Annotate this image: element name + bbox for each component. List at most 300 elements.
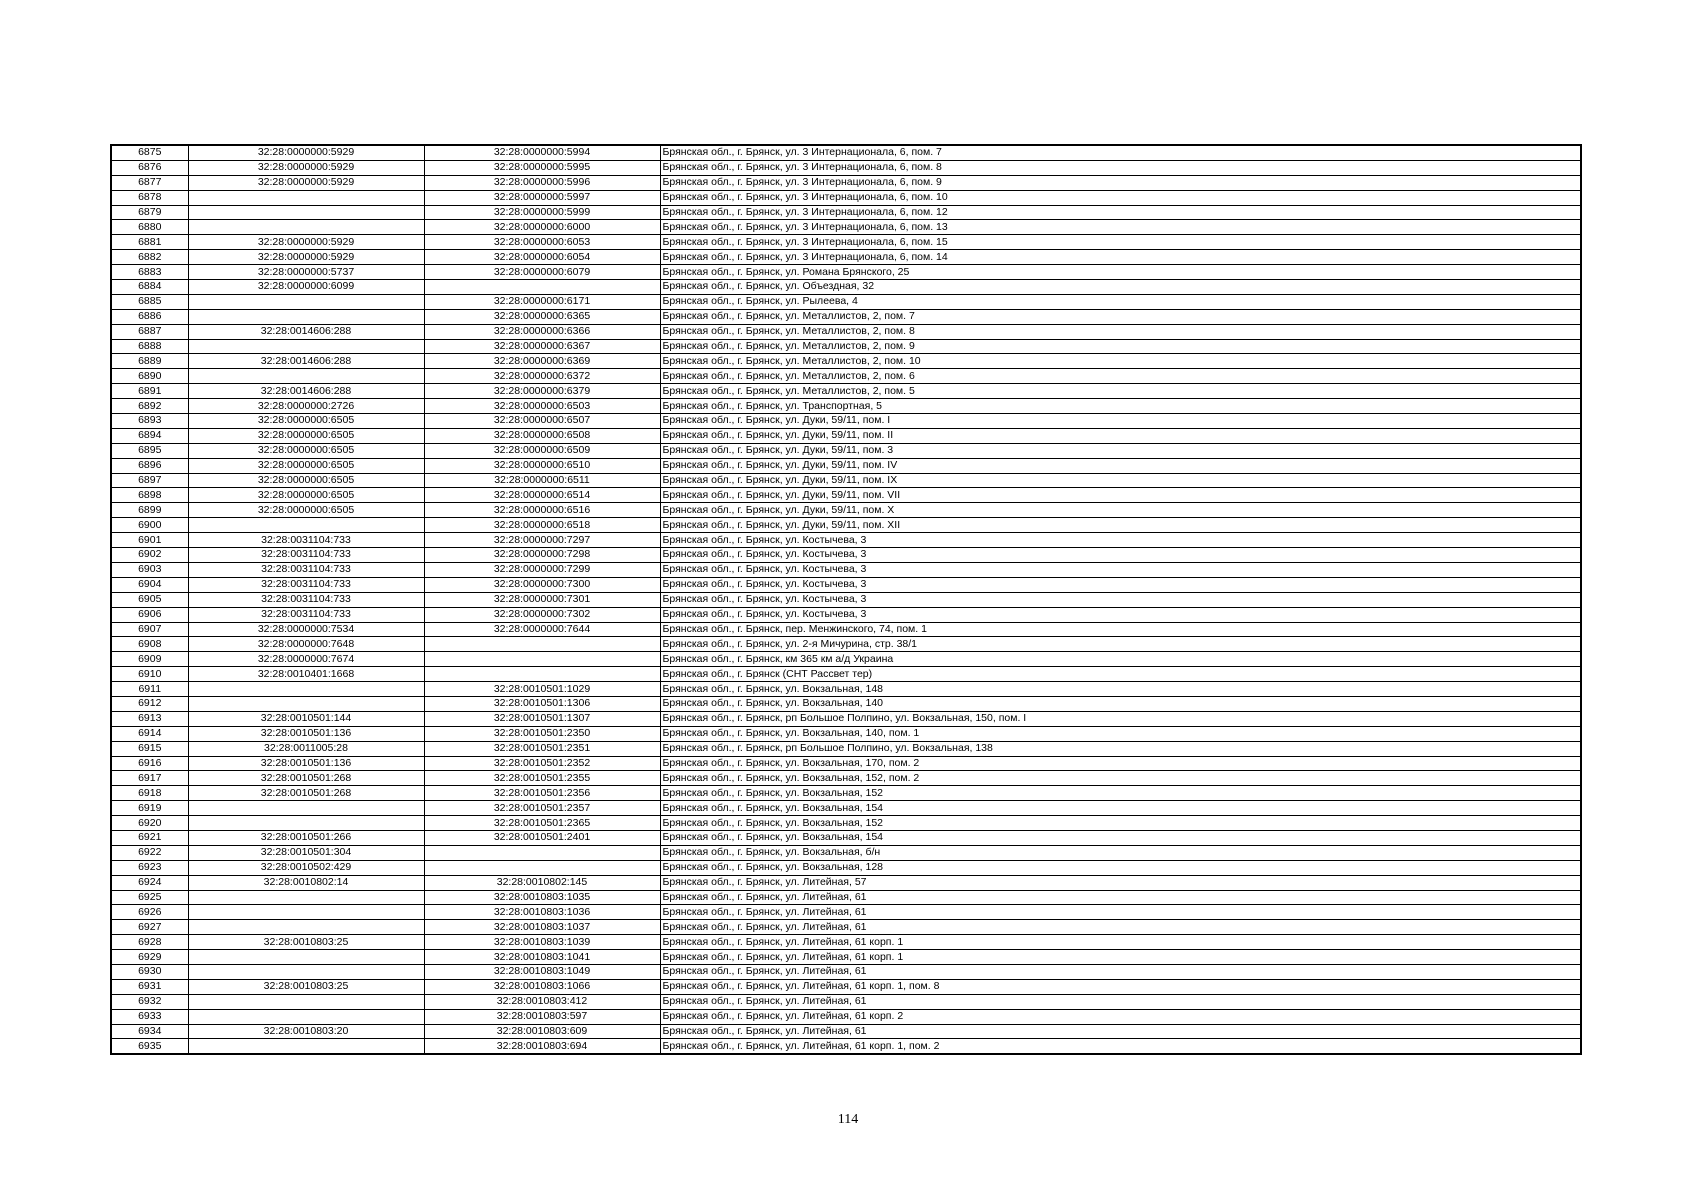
object-cadastral-number-cell: 32:28:0000000:7298 <box>424 548 660 563</box>
parcel-cadastral-number-cell: 32:28:0010501:268 <box>188 786 424 801</box>
row-number-cell: 6884 <box>111 280 188 295</box>
object-cadastral-number-cell: 32:28:0000000:7301 <box>424 592 660 607</box>
row-number-cell: 6882 <box>111 250 188 265</box>
object-cadastral-number-cell: 32:28:0000000:7302 <box>424 607 660 622</box>
address-cell: Брянская обл., г. Брянск, ул. Вокзальная, 152 <box>660 816 1581 831</box>
address-cell: Брянская обл., г. Брянск, ул. Вокзальная, 170, пом. 2 <box>660 756 1581 771</box>
object-cadastral-number-cell: 32:28:0010501:2365 <box>424 816 660 831</box>
object-cadastral-number-cell: 32:28:0000000:6511 <box>424 473 660 488</box>
row-number-cell: 6894 <box>111 428 188 443</box>
row-number-cell: 6910 <box>111 667 188 682</box>
table-row <box>111 309 1581 324</box>
table-row <box>111 428 1581 443</box>
address-cell: Брянская обл., г. Брянск, ул. 3 Интернационала, 6, пом. 10 <box>660 190 1581 205</box>
object-cadastral-number-cell: 32:28:0010501:1306 <box>424 696 660 711</box>
table-row <box>111 399 1581 414</box>
parcel-cadastral-number-cell <box>188 682 424 697</box>
row-number-cell: 6931 <box>111 979 188 994</box>
address-cell: Брянская обл., г. Брянск, ул. Вокзальная, 152 <box>660 786 1581 801</box>
table-row <box>111 160 1581 175</box>
table-row <box>111 414 1581 429</box>
row-number-cell: 6918 <box>111 786 188 801</box>
row-number-cell: 6913 <box>111 711 188 726</box>
address-cell: Брянская обл., г. Брянск, ул. Литейная, 61 <box>660 890 1581 905</box>
row-number-cell: 6899 <box>111 503 188 518</box>
table-row <box>111 741 1581 756</box>
parcel-cadastral-number-cell: 32:28:0000000:6505 <box>188 488 424 503</box>
row-number-cell: 6929 <box>111 950 188 965</box>
parcel-cadastral-number-cell <box>188 890 424 905</box>
row-number-cell: 6914 <box>111 726 188 741</box>
parcel-cadastral-number-cell: 32:28:0014606:288 <box>188 384 424 399</box>
parcel-cadastral-number-cell <box>188 905 424 920</box>
parcel-cadastral-number-cell: 32:28:0031104:733 <box>188 562 424 577</box>
row-number-cell: 6885 <box>111 294 188 309</box>
address-cell: Брянская обл., г. Брянск, ул. Костычева, 3 <box>660 592 1581 607</box>
object-cadastral-number-cell: 32:28:0000000:5995 <box>424 160 660 175</box>
object-cadastral-number-cell: 32:28:0010803:1035 <box>424 890 660 905</box>
row-number-cell: 6898 <box>111 488 188 503</box>
address-cell: Брянская обл., г. Брянск (СНТ Рассвет тер) <box>660 667 1581 682</box>
page-number: 114 <box>837 1112 859 1127</box>
object-cadastral-number-cell: 32:28:0000000:5999 <box>424 205 660 220</box>
table-row <box>111 592 1581 607</box>
address-cell: Брянская обл., г. Брянск, ул. Металлистов, 2, пом. 8 <box>660 324 1581 339</box>
row-number-cell: 6935 <box>111 1039 188 1054</box>
row-number-cell: 6921 <box>111 830 188 845</box>
address-cell: Брянская обл., г. Брянск, пер. Менжинского, 74, пом. 1 <box>660 622 1581 637</box>
row-number-cell: 6927 <box>111 920 188 935</box>
address-cell: Брянская обл., г. Брянск, ул. 3 Интернационала, 6, пом. 9 <box>660 175 1581 190</box>
table-row <box>111 756 1581 771</box>
row-number-cell: 6901 <box>111 533 188 548</box>
parcel-cadastral-number-cell: 32:28:0000000:6505 <box>188 428 424 443</box>
object-cadastral-number-cell: 32:28:0010803:1037 <box>424 920 660 935</box>
address-cell: Брянская обл., г. Брянск, ул. Вокзальная, 148 <box>660 682 1581 697</box>
table-row <box>111 577 1581 592</box>
row-number-cell: 6889 <box>111 354 188 369</box>
parcel-cadastral-number-cell <box>188 1009 424 1024</box>
table-row <box>111 994 1581 1009</box>
address-cell: Брянская обл., г. Брянск, ул. Литейная, 61 корп. 1, пом. 2 <box>660 1039 1581 1054</box>
row-number-cell: 6926 <box>111 905 188 920</box>
table-row <box>111 562 1581 577</box>
object-cadastral-number-cell: 32:28:0010803:1049 <box>424 964 660 979</box>
address-cell: Брянская обл., г. Брянск, ул. 3 Интернационала, 6, пом. 15 <box>660 235 1581 250</box>
parcel-cadastral-number-cell: 32:28:0000000:7674 <box>188 652 424 667</box>
address-cell: Брянская обл., г. Брянск, ул. Металлистов, 2, пом. 9 <box>660 339 1581 354</box>
address-cell: Брянская обл., г. Брянск, ул. Дуки, 59/11, пом. 3 <box>660 443 1581 458</box>
row-number-cell: 6903 <box>111 562 188 577</box>
address-cell: Брянская обл., г. Брянск, ул. Металлистов, 2, пом. 5 <box>660 384 1581 399</box>
address-cell: Брянская обл., г. Брянск, ул. Литейная, 57 <box>660 875 1581 890</box>
table-row <box>111 250 1581 265</box>
parcel-cadastral-number-cell: 32:28:0010802:14 <box>188 875 424 890</box>
parcel-cadastral-number-cell: 32:28:0000000:6505 <box>188 473 424 488</box>
row-number-cell: 6878 <box>111 190 188 205</box>
address-cell: Брянская обл., г. Брянск, ул. Дуки, 59/11, пом. I <box>660 414 1581 429</box>
address-cell: Брянская обл., г. Брянск, ул. Дуки, 59/11, пом. X <box>660 503 1581 518</box>
row-number-cell: 6886 <box>111 309 188 324</box>
address-cell: Брянская обл., г. Брянск, ул. Костычева, 3 <box>660 562 1581 577</box>
parcel-cadastral-number-cell <box>188 518 424 533</box>
parcel-cadastral-number-cell <box>188 220 424 235</box>
table-row <box>111 518 1581 533</box>
object-cadastral-number-cell: 32:28:0010802:145 <box>424 875 660 890</box>
address-cell: Брянская обл., г. Брянск, ул. Металлистов, 2, пом. 6 <box>660 369 1581 384</box>
parcel-cadastral-number-cell: 32:28:0000000:5929 <box>188 145 424 160</box>
parcel-cadastral-number-cell <box>188 309 424 324</box>
table-row <box>111 637 1581 652</box>
address-cell: Брянская обл., г. Брянск, ул. Литейная, 61 корп. 2 <box>660 1009 1581 1024</box>
object-cadastral-number-cell: 32:28:0000000:5994 <box>424 145 660 160</box>
row-number-cell: 6902 <box>111 548 188 563</box>
address-cell: Брянская обл., г. Брянск, км 365 км а/д Украина <box>660 652 1581 667</box>
object-cadastral-number-cell: 32:28:0010803:1036 <box>424 905 660 920</box>
object-cadastral-number-cell: 32:28:0000000:6054 <box>424 250 660 265</box>
object-cadastral-number-cell: 32:28:0000000:6053 <box>424 235 660 250</box>
parcel-cadastral-number-cell: 32:28:0000000:6505 <box>188 458 424 473</box>
object-cadastral-number-cell: 32:28:0010501:2357 <box>424 801 660 816</box>
address-cell: Брянская обл., г. Брянск, ул. 3 Интернационала, 6, пом. 13 <box>660 220 1581 235</box>
parcel-cadastral-number-cell: 32:28:0010803:25 <box>188 935 424 950</box>
row-number-cell: 6917 <box>111 771 188 786</box>
address-cell: Брянская обл., г. Брянск, ул. Дуки, 59/11, пом. IX <box>660 473 1581 488</box>
parcel-cadastral-number-cell: 32:28:0014606:288 <box>188 324 424 339</box>
table-row <box>111 964 1581 979</box>
parcel-cadastral-number-cell: 32:28:0010501:266 <box>188 830 424 845</box>
registry-table-body <box>111 145 1581 1054</box>
address-cell: Брянская обл., г. Брянск, ул. Литейная, 61 <box>660 1024 1581 1039</box>
object-cadastral-number-cell: 32:28:0000000:7299 <box>424 562 660 577</box>
address-cell: Брянская обл., г. Брянск, ул. Дуки, 59/11, пом. II <box>660 428 1581 443</box>
object-cadastral-number-cell: 32:28:0000000:6369 <box>424 354 660 369</box>
object-cadastral-number-cell: 32:28:0010803:1039 <box>424 935 660 950</box>
parcel-cadastral-number-cell: 32:28:0010803:25 <box>188 979 424 994</box>
address-cell: Брянская обл., г. Брянск, ул. 3 Интернационала, 6, пом. 8 <box>660 160 1581 175</box>
row-number-cell: 6880 <box>111 220 188 235</box>
object-cadastral-number-cell: 32:28:0000000:6503 <box>424 399 660 414</box>
object-cadastral-number-cell: 32:28:0000000:6514 <box>424 488 660 503</box>
object-cadastral-number-cell: 32:28:0010803:694 <box>424 1039 660 1054</box>
parcel-cadastral-number-cell: 32:28:0000000:5737 <box>188 265 424 280</box>
row-number-cell: 6896 <box>111 458 188 473</box>
parcel-cadastral-number-cell <box>188 339 424 354</box>
table-row <box>111 786 1581 801</box>
parcel-cadastral-number-cell: 32:28:0000000:5929 <box>188 160 424 175</box>
address-cell: Брянская обл., г. Брянск, ул. Дуки, 59/11, пом. XII <box>660 518 1581 533</box>
address-cell: Брянская обл., г. Брянск, ул. Литейная, 61 корп. 1, пом. 8 <box>660 979 1581 994</box>
table-row <box>111 622 1581 637</box>
address-cell: Брянская обл., г. Брянск, ул. Литейная, 61 <box>660 920 1581 935</box>
row-number-cell: 6909 <box>111 652 188 667</box>
parcel-cadastral-number-cell: 32:28:0031104:733 <box>188 577 424 592</box>
table-row <box>111 890 1581 905</box>
table-row <box>111 845 1581 860</box>
parcel-cadastral-number-cell <box>188 816 424 831</box>
parcel-cadastral-number-cell: 32:28:0010501:304 <box>188 845 424 860</box>
parcel-cadastral-number-cell: 32:28:0010401:1668 <box>188 667 424 682</box>
table-row <box>111 548 1581 563</box>
table-row <box>111 682 1581 697</box>
address-cell: Брянская обл., г. Брянск, ул. Костычева, 3 <box>660 607 1581 622</box>
address-cell: Брянская обл., г. Брянск, ул. 3 Интернационала, 6, пом. 12 <box>660 205 1581 220</box>
address-cell: Брянская обл., г. Брянск, ул. Литейная, 61 <box>660 905 1581 920</box>
parcel-cadastral-number-cell <box>188 964 424 979</box>
object-cadastral-number-cell: 32:28:0000000:6367 <box>424 339 660 354</box>
table-row <box>111 503 1581 518</box>
address-cell: Брянская обл., г. Брянск, ул. Вокзальная, 154 <box>660 830 1581 845</box>
parcel-cadastral-number-cell <box>188 994 424 1009</box>
object-cadastral-number-cell: 32:28:0000000:6372 <box>424 369 660 384</box>
address-cell: Брянская обл., г. Брянск, ул. Дуки, 59/11, пом. VII <box>660 488 1581 503</box>
object-cadastral-number-cell: 32:28:0000000:6366 <box>424 324 660 339</box>
table-row <box>111 950 1581 965</box>
parcel-cadastral-number-cell <box>188 205 424 220</box>
object-cadastral-number-cell: 32:28:0000000:7297 <box>424 533 660 548</box>
address-cell: Брянская обл., г. Брянск, ул. Костычева, 3 <box>660 548 1581 563</box>
row-number-cell: 6934 <box>111 1024 188 1039</box>
table-row <box>111 607 1581 622</box>
parcel-cadastral-number-cell: 32:28:0000000:5929 <box>188 175 424 190</box>
row-number-cell: 6895 <box>111 443 188 458</box>
table-row <box>111 1024 1581 1039</box>
table-row <box>111 354 1581 369</box>
object-cadastral-number-cell: 32:28:0010501:1307 <box>424 711 660 726</box>
table-row <box>111 696 1581 711</box>
address-cell: Брянская обл., г. Брянск, ул. Вокзальная, 140, пом. 1 <box>660 726 1581 741</box>
object-cadastral-number-cell: 32:28:0000000:6507 <box>424 414 660 429</box>
table-row <box>111 711 1581 726</box>
table-row <box>111 205 1581 220</box>
object-cadastral-number-cell: 32:28:0010803:1041 <box>424 950 660 965</box>
address-cell: Брянская обл., г. Брянск, ул. Транспортная, 5 <box>660 399 1581 414</box>
object-cadastral-number-cell <box>424 667 660 682</box>
row-number-cell: 6879 <box>111 205 188 220</box>
table-row <box>111 384 1581 399</box>
address-cell: Брянская обл., г. Брянск, рп Большое Полпино, ул. Вокзальная, 150, пом. I <box>660 711 1581 726</box>
parcel-cadastral-number-cell: 32:28:0014606:288 <box>188 354 424 369</box>
parcel-cadastral-number-cell: 32:28:0000000:6505 <box>188 443 424 458</box>
table-row <box>111 801 1581 816</box>
parcel-cadastral-number-cell <box>188 1039 424 1054</box>
row-number-cell: 6928 <box>111 935 188 950</box>
table-row <box>111 443 1581 458</box>
row-number-cell: 6923 <box>111 860 188 875</box>
table-row <box>111 369 1581 384</box>
row-number-cell: 6925 <box>111 890 188 905</box>
object-cadastral-number-cell: 32:28:0000000:6079 <box>424 265 660 280</box>
address-cell: Брянская обл., г. Брянск, ул. Вокзальная, 140 <box>660 696 1581 711</box>
object-cadastral-number-cell: 32:28:0000000:7644 <box>424 622 660 637</box>
table-row <box>111 533 1581 548</box>
row-number-cell: 6915 <box>111 741 188 756</box>
object-cadastral-number-cell: 32:28:0010803:609 <box>424 1024 660 1039</box>
table-row <box>111 935 1581 950</box>
address-cell: Брянская обл., г. Брянск, ул. 2-я Мичурина, стр. 38/1 <box>660 637 1581 652</box>
row-number-cell: 6891 <box>111 384 188 399</box>
row-number-cell: 6920 <box>111 816 188 831</box>
table-row <box>111 473 1581 488</box>
row-number-cell: 6892 <box>111 399 188 414</box>
object-cadastral-number-cell: 32:28:0000000:6508 <box>424 428 660 443</box>
parcel-cadastral-number-cell: 32:28:0010501:136 <box>188 756 424 771</box>
address-cell: Брянская обл., г. Брянск, ул. Рылеева, 4 <box>660 294 1581 309</box>
address-cell: Брянская обл., г. Брянск, ул. Вокзальная, б/н <box>660 845 1581 860</box>
object-cadastral-number-cell: 32:28:0000000:7300 <box>424 577 660 592</box>
address-cell: Брянская обл., г. Брянск, ул. Металлистов, 2, пом. 10 <box>660 354 1581 369</box>
table-row <box>111 771 1581 786</box>
table-row <box>111 235 1581 250</box>
address-cell: Брянская обл., г. Брянск, ул. Литейная, 61 <box>660 994 1581 1009</box>
object-cadastral-number-cell <box>424 652 660 667</box>
object-cadastral-number-cell: 32:28:0010501:2401 <box>424 830 660 845</box>
parcel-cadastral-number-cell: 32:28:0000000:5929 <box>188 235 424 250</box>
address-cell: Брянская обл., г. Брянск, ул. Вокзальная, 152, пом. 2 <box>660 771 1581 786</box>
object-cadastral-number-cell: 32:28:0000000:5997 <box>424 190 660 205</box>
row-number-cell: 6875 <box>111 145 188 160</box>
address-cell: Брянская обл., г. Брянск, ул. Дуки, 59/11, пом. IV <box>660 458 1581 473</box>
parcel-cadastral-number-cell: 32:28:0010501:268 <box>188 771 424 786</box>
row-number-cell: 6911 <box>111 682 188 697</box>
object-cadastral-number-cell: 32:28:0000000:6510 <box>424 458 660 473</box>
object-cadastral-number-cell <box>424 860 660 875</box>
object-cadastral-number-cell <box>424 280 660 295</box>
row-number-cell: 6933 <box>111 1009 188 1024</box>
parcel-cadastral-number-cell <box>188 190 424 205</box>
table-row <box>111 265 1581 280</box>
table-row <box>111 652 1581 667</box>
table-row <box>111 667 1581 682</box>
address-cell: Брянская обл., г. Брянск, ул. Литейная, 61 <box>660 964 1581 979</box>
row-number-cell: 6877 <box>111 175 188 190</box>
row-number-cell: 6890 <box>111 369 188 384</box>
parcel-cadastral-number-cell: 32:28:0000000:6505 <box>188 503 424 518</box>
address-cell: Брянская обл., г. Брянск, ул. Костычева, 3 <box>660 533 1581 548</box>
row-number-cell: 6916 <box>111 756 188 771</box>
row-number-cell: 6924 <box>111 875 188 890</box>
row-number-cell: 6907 <box>111 622 188 637</box>
address-cell: Брянская обл., г. Брянск, ул. Вокзальная, 128 <box>660 860 1581 875</box>
table-row <box>111 339 1581 354</box>
address-cell: Брянская обл., г. Брянск, ул. Литейная, 61 корп. 1 <box>660 950 1581 965</box>
row-number-cell: 6900 <box>111 518 188 533</box>
parcel-cadastral-number-cell: 32:28:0000000:7534 <box>188 622 424 637</box>
object-cadastral-number-cell: 32:28:0000000:6509 <box>424 443 660 458</box>
parcel-cadastral-number-cell: 32:28:0031104:733 <box>188 607 424 622</box>
object-cadastral-number-cell: 32:28:0000000:6516 <box>424 503 660 518</box>
row-number-cell: 6932 <box>111 994 188 1009</box>
parcel-cadastral-number-cell: 32:28:0010502:429 <box>188 860 424 875</box>
parcel-cadastral-number-cell <box>188 369 424 384</box>
parcel-cadastral-number-cell: 32:28:0031104:733 <box>188 592 424 607</box>
object-cadastral-number-cell: 32:28:0000000:6171 <box>424 294 660 309</box>
parcel-cadastral-number-cell <box>188 696 424 711</box>
table-row <box>111 875 1581 890</box>
parcel-cadastral-number-cell: 32:28:0000000:5929 <box>188 250 424 265</box>
row-number-cell: 6919 <box>111 801 188 816</box>
table-row <box>111 324 1581 339</box>
object-cadastral-number-cell: 32:28:0000000:5996 <box>424 175 660 190</box>
parcel-cadastral-number-cell <box>188 801 424 816</box>
parcel-cadastral-number-cell: 32:28:0000000:6099 <box>188 280 424 295</box>
parcel-cadastral-number-cell: 32:28:0000000:7648 <box>188 637 424 652</box>
table-row <box>111 220 1581 235</box>
parcel-cadastral-number-cell: 32:28:0011005:28 <box>188 741 424 756</box>
parcel-cadastral-number-cell: 32:28:0010501:136 <box>188 726 424 741</box>
row-number-cell: 6912 <box>111 696 188 711</box>
parcel-cadastral-number-cell: 32:28:0031104:733 <box>188 548 424 563</box>
table-row <box>111 905 1581 920</box>
address-cell: Брянская обл., г. Брянск, рп Большое Полпино, ул. Вокзальная, 138 <box>660 741 1581 756</box>
object-cadastral-number-cell: 32:28:0000000:6379 <box>424 384 660 399</box>
table-row <box>111 726 1581 741</box>
parcel-cadastral-number-cell <box>188 294 424 309</box>
row-number-cell: 6881 <box>111 235 188 250</box>
address-cell: Брянская обл., г. Брянск, ул. 3 Интернационала, 6, пом. 7 <box>660 145 1581 160</box>
table-row <box>111 1009 1581 1024</box>
object-cadastral-number-cell: 32:28:0010501:2350 <box>424 726 660 741</box>
address-cell: Брянская обл., г. Брянск, ул. Романа Брянского, 25 <box>660 265 1581 280</box>
object-cadastral-number-cell: 32:28:0010501:2352 <box>424 756 660 771</box>
table-row <box>111 294 1581 309</box>
table-row <box>111 175 1581 190</box>
row-number-cell: 6922 <box>111 845 188 860</box>
parcel-cadastral-number-cell <box>188 920 424 935</box>
object-cadastral-number-cell: 32:28:0010803:1066 <box>424 979 660 994</box>
address-cell: Брянская обл., г. Брянск, ул. Вокзальная, 154 <box>660 801 1581 816</box>
parcel-cadastral-number-cell: 32:28:0010803:20 <box>188 1024 424 1039</box>
address-cell: Брянская обл., г. Брянск, ул. Костычева, 3 <box>660 577 1581 592</box>
table-row <box>111 920 1581 935</box>
table-row <box>111 816 1581 831</box>
parcel-cadastral-number-cell: 32:28:0000000:2726 <box>188 399 424 414</box>
object-cadastral-number-cell: 32:28:0000000:6000 <box>424 220 660 235</box>
row-number-cell: 6908 <box>111 637 188 652</box>
table-row <box>111 458 1581 473</box>
object-cadastral-number-cell: 32:28:0010501:1029 <box>424 682 660 697</box>
row-number-cell: 6887 <box>111 324 188 339</box>
object-cadastral-number-cell <box>424 637 660 652</box>
row-number-cell: 6888 <box>111 339 188 354</box>
registry-table <box>110 144 1582 1055</box>
parcel-cadastral-number-cell: 32:28:0000000:6505 <box>188 414 424 429</box>
object-cadastral-number-cell: 32:28:0010501:2355 <box>424 771 660 786</box>
table-row <box>111 488 1581 503</box>
table-row <box>111 830 1581 845</box>
row-number-cell: 6876 <box>111 160 188 175</box>
row-number-cell: 6883 <box>111 265 188 280</box>
object-cadastral-number-cell: 32:28:0000000:6365 <box>424 309 660 324</box>
row-number-cell: 6906 <box>111 607 188 622</box>
row-number-cell: 6897 <box>111 473 188 488</box>
parcel-cadastral-number-cell: 32:28:0031104:733 <box>188 533 424 548</box>
table-row <box>111 190 1581 205</box>
address-cell: Брянская обл., г. Брянск, ул. 3 Интернационала, 6, пом. 14 <box>660 250 1581 265</box>
row-number-cell: 6930 <box>111 964 188 979</box>
row-number-cell: 6905 <box>111 592 188 607</box>
object-cadastral-number-cell <box>424 845 660 860</box>
parcel-cadastral-number-cell: 32:28:0010501:144 <box>188 711 424 726</box>
object-cadastral-number-cell: 32:28:0010803:597 <box>424 1009 660 1024</box>
object-cadastral-number-cell: 32:28:0010501:2356 <box>424 786 660 801</box>
address-cell: Брянская обл., г. Брянск, ул. Объездная, 32 <box>660 280 1581 295</box>
object-cadastral-number-cell: 32:28:0000000:6518 <box>424 518 660 533</box>
parcel-cadastral-number-cell <box>188 950 424 965</box>
table-row <box>111 280 1581 295</box>
address-cell: Брянская обл., г. Брянск, ул. Литейная, 61 корп. 1 <box>660 935 1581 950</box>
object-cadastral-number-cell: 32:28:0010501:2351 <box>424 741 660 756</box>
